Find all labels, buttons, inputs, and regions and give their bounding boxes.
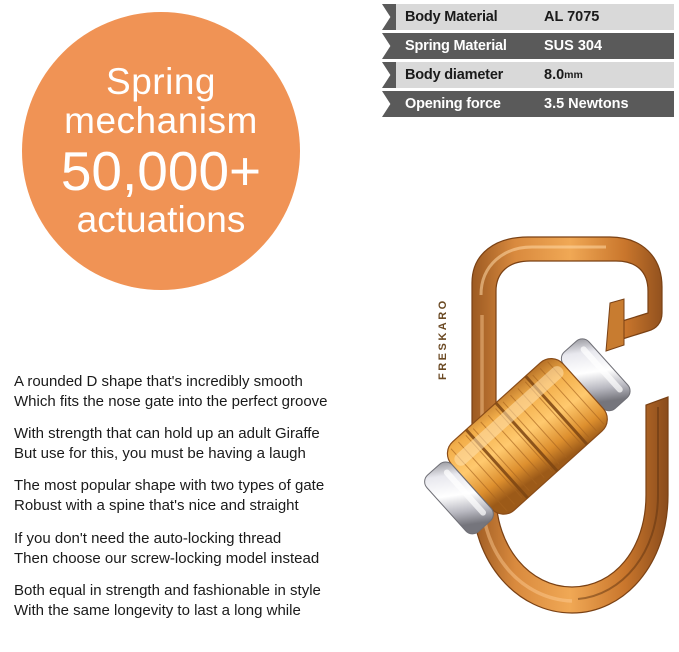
- poem-stanza: [14, 476, 424, 516]
- brand-engraving-text: FRESKARO: [437, 298, 449, 380]
- spec-row: [382, 62, 674, 88]
- spec-value: [536, 91, 674, 117]
- poem-line: Robust with a spine that's nice and straight: [14, 497, 299, 515]
- poem-line: But use for this, you must be having a laugh: [14, 445, 306, 463]
- spec-label: Opening force: [396, 91, 536, 117]
- poem-line: If you don't need the auto-locking thread: [14, 529, 282, 547]
- nose-detail: [606, 299, 624, 351]
- arrow-marker-icon: [382, 62, 396, 88]
- spec-row: [382, 4, 674, 30]
- spec-value-unit: mm: [564, 69, 583, 81]
- spec-value: [536, 4, 674, 30]
- spec-label: Body Material: [396, 4, 536, 30]
- spec-label: Spring Material: [396, 33, 536, 59]
- poem-stanza: [14, 529, 424, 569]
- carabiner-nose-hook: [606, 299, 624, 351]
- spec-value: [536, 62, 674, 88]
- poem-line: The most popular shape with two types of gate: [14, 477, 325, 495]
- badge-actuation-count: 50,000+: [60, 140, 262, 203]
- poem-line: Then choose our screw-locking model instead: [14, 549, 320, 567]
- poem-stanza: [14, 424, 424, 464]
- spec-value-text: AL 7075: [544, 9, 600, 25]
- arrow-marker-icon: [382, 4, 396, 30]
- locking-sleeve-assembly: [416, 329, 640, 543]
- spec-label: Body diameter: [396, 62, 536, 88]
- carabiner-svg: [410, 195, 679, 647]
- poem-stanza: [14, 372, 424, 412]
- poem-line: With the same longevity to last a long while: [14, 601, 301, 619]
- poem-stanza: [14, 581, 424, 621]
- spec-row: [382, 33, 674, 59]
- poem-line: Which fits the nose gate into the perfect groove: [14, 393, 328, 411]
- product-description-poem: [14, 372, 424, 633]
- badge-line-4: actuations: [76, 199, 246, 241]
- spec-row: [382, 91, 674, 117]
- poem-line: A rounded D shape that's incredibly smooth: [14, 373, 303, 390]
- poem-line: With strength that can hold up an adult Giraffe: [14, 425, 320, 443]
- spec-table: [382, 4, 674, 120]
- badge-line-2: mechanism: [64, 99, 258, 141]
- spec-value: [536, 33, 674, 59]
- arrow-marker-icon: [382, 33, 396, 59]
- badge-line-1: Spring: [106, 60, 216, 102]
- spec-value-text: SUS 304: [544, 38, 603, 54]
- poem-line: Both equal in strength and fashionable in style: [14, 581, 321, 599]
- spring-mechanism-badge: [22, 12, 300, 290]
- spec-value-text: 3.5 Newtons: [544, 96, 629, 112]
- carabiner-product-image: [410, 195, 679, 647]
- spec-value-text: 8.0: [544, 67, 565, 83]
- arrow-marker-icon: [382, 91, 396, 117]
